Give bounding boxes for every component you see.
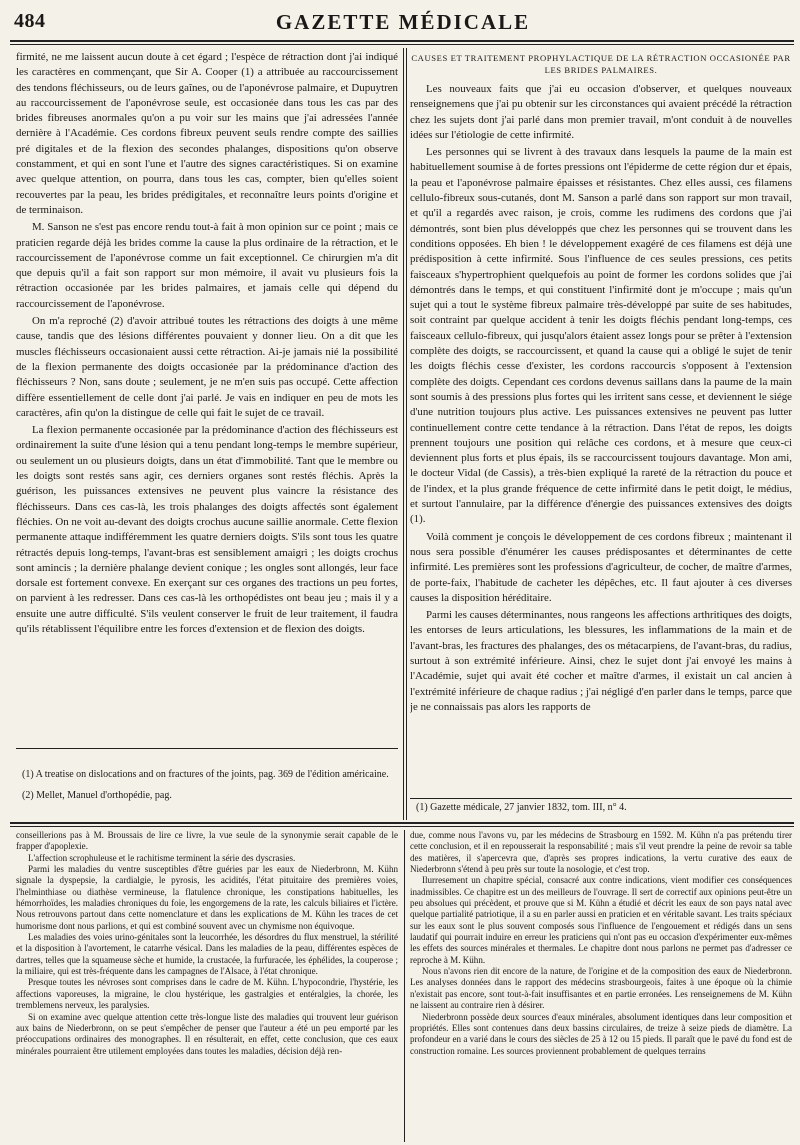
paragraph: Parmi les maladies du ventre susceptibles d'être guéries par les eaux de Niederbronn, M. Kühn signale la dyspepsie, la cardialgie, le pyrosis, les acidités, l'état pituitaire des premières voies, l'helminthiase ou diathèse vermineuse, la flatulence chronique, les constipations habituelles, les hémorrhoïdes, les maladies chroniques du foie, les engorgemens de la rate, les calculs biliaires et l'ictère. Nous retrouvons partout dans cette nomenclature et dans les explications de M. Kühn les traces de cet humorisme dont nous parlions, et qui est combiné souvent avec un chymisme non équivoque. bbox=[16, 864, 398, 931]
column-divider bbox=[404, 830, 405, 1142]
paragraph: conseillerions pas à M. Broussais de lire ce livre, la vue seule de la synonymie serait capable de le frapper d'apoplexie. bbox=[16, 830, 398, 852]
paragraph: Presque toutes les névroses sont comprises dans le cadre de M. Kühn. L'hypocondrie, l'hystérie, les affections vaporeuses, la migraine, le clou hystérique, les gastralgies et entéralgies, la chorée, les tremblemens nerveux, les paralysies. bbox=[16, 977, 398, 1011]
paragraph: Si on examine avec quelque attention cette très-longue liste des maladies qui trouvent leur guérison aux bains de Niederbronn, on se peut s'empêcher de penser que l'auteur a été un peu emporté par les préoccupations ordinaires des monographes. Il en résulterait, en effet, cette conclusion, que ces eaux minérales pourraient être utilement employées dans toutes les maladies, décision déjà ren- bbox=[16, 1011, 398, 1056]
paragraph: due, comme nous l'avons vu, par les médecins de Strasbourg en 1592. M. Kühn n'a pas prétendu tirer cette conclusion, et il en repousserait la responsabilité ; mais s'il veut prendre la peine de revoir sa table des matières, il s'apercevra que, d'après ses propres indications, la vertu curative des eaux de Niederbronn s'étend à peu près sur toute la nosologie, et c'est trop. bbox=[410, 830, 792, 875]
paragraph: Voilà comment je conçois le développement de ces cordons fibreux ; maintenant il nous sera possible d'énumérer les causes prédisposantes et déterminantes de cette infirmité. Les premières sont les professions d'agriculteur, de cocher, de maître d'armes, de porte-faix, l'habitude de cacheter les dépêches, etc. Il faut ajouter à ces diverses causes la disposition héréditaire. bbox=[410, 530, 792, 604]
footnote-rule bbox=[410, 798, 792, 799]
paragraph: Les nouveaux faits que j'ai eu occasion d'observer, et quelques nouveaux renseignemens que j'ai pu obtenir sur les circonstances qui avaient précédé la rétraction chez les sujets dont j'ai parlé dans mon premier travail, m'ont conduit à de nouvelles idées sur l'étiologie de cette infirmité. bbox=[410, 83, 792, 141]
paragraph: Les personnes qui se livrent à des travaux dans lesquels la paume de la main est habituellement soumise à de fortes pressions ont l'épiderme de cette région dur et épais, la peau et l'aponévrose palmaire épaisses et résistantes. Chez elles aussi, ces filamens cellulo-fibreux sous-cutanés, dont M. Sanson a parlé dans son rapport sur mon travail, et qu'il a regardés avec raison, je crois, comme les rudimens des cordons que j'ai démontrés, sont bien plus développés que chez les personnes qui se trouvent dans les conditions opposées. Eh bien ! le développement exagéré de ces filamens est déjà une prédisposition à cette infirmité. Sous l'influence de ces seules pressions, ces petits faisceaux s'hypertrophient quelquefois au point de former les cordons solides que j'ai démontrés dans le temps, et qui constituent l'infirmité dont je m'occupe ; mais qu'un sujet qui a tout le système fibreux palmaire très-développé par suite de ses habitudes, soit contraint par quelque accident à tenir les doigts fléchis pendant long-temps, ces faisceaux cellulo-fibreux, qui jusqu'alors étaient assez longs pour se prêter à l'extension complète des doigts, se raccourcissent, et quand la cause qui a obligé le sujet de tenir les doigts fléchis cesse d'exister, les cordons raccourcis s'opposent à l'extension complète des doigts. Cependant ces cordons devenus saillans dans la paume de la main sont soumis à des pressions plus fortes qui les irritent sans cesse, et deviennent le siége d'une nutrition toujours plus active. Les puissances extensives ne peuvent pas lutter continuellement contre cette tendance à la rétraction. Dans l'état de repos, les doigts prennent toujours une position qui relâche ces cordons, et à mesure que ceux-ci deviennent plus forts et plus épais, ils se raccourcissent toujours davantage. Mon ami, le docteur Vidal (de Cassis), a très-bien expliqué la rareté de la rétraction du pouce et de l'index, et la plus grande fréquence de cette infirmité dans le petit doigt, le médius, et surtout l'annulaire, par la différence d'énergie des puissances extensives des doigts (1). bbox=[410, 146, 792, 526]
paragraph: firmité, ne me laissent aucun doute à cet égard ; l'espèce de rétraction dont j'ai indiqué les caractères en commençant, que Sir A. Cooper (1) a attribuée au raccourcissement des tendons fléchisseurs, ou de leurs gaînes, ou de l'aponévrose palmaire, et Dupuytren au raccourcissement de l'aponévrose seule, est occasionée dans tous les cas par des brides fibreuses anormales qu'on a pu voir sur les mains que j'ai adressées l'année dernière à l'Académie. Ces cordons fibreux peuvent seuls rendre compte des saillies pré digitales et de la flexion des secondes phalanges, dispositions qu'on observe constamment, et qui en sont l'une et l'autre des signes caractéristiques. Si on examine avec quelque attention, on pourra, dans tous les cas, compter, bien qu'elles soient recouvertes par la peau, les brides prédigitales, et reconnaître leurs points d'origine et de terminaison. bbox=[16, 51, 398, 216]
paragraph: L'affection scrophuleuse et le rachitisme terminent la série des dyscrasies. bbox=[28, 852, 296, 863]
bottom-left-column bbox=[16, 830, 398, 1142]
column-divider-thin bbox=[406, 48, 407, 820]
section-heading: CAUSES ET TRAITEMENT PROPHYLACTIQUE DE LA RÉTRACTION OCCASIONÉE PAR LES BRIDES PALMAIRES. bbox=[411, 53, 791, 75]
journal-title: GAZETTE MÉDICALE bbox=[275, 10, 531, 34]
paragraph: On m'a reproché (2) d'avoir attribué toutes les rétractions des doigts à une même cause, tandis que des lésions différentes pouvaient y donner lieu. On a dit que les muscles fléchisseurs occasionaient aussi cette rétraction. Ai-je jamais nié la possibilité de la flexion permanente des doigts occasionée par la prédominance d'action des fléchisseurs ? Non, sans doute ; seulement, je ne m'en suis pas occupé. Cette affection diffère essentiellement de celle dont j'ai parlé. Je vais en indiquer en peu de mots les caractères, afin qu'on la distingue de celle qui fait le sujet de ce travail. bbox=[16, 315, 398, 419]
footnote: (2) Mellet, Manuel d'orthopédie, pag. bbox=[22, 790, 172, 801]
left-column bbox=[16, 50, 398, 730]
paragraph: Parmi les causes déterminantes, nous rangeons les affections arthritiques des doigts, les entorses de leurs articulations, les blessures, les inflammations de la main et de l'avant-bras, les fractures des phalanges, des os métacarpiens, de l'avant-bras, du radius, surtout à son extrémité inférieure. Ainsi, chez le sujet dont j'ai envoyé les mains à l'Académie, sujet qui avait été cocher et maître d'armes, il existait un cal ancien à l'extrémité inférieure de chaque radius ; j'ai négligé d'en parler dans le temps, parce que je ne connaissais pas alors les rapports de bbox=[410, 609, 792, 713]
footnotes-left bbox=[22, 767, 398, 809]
section-rule bbox=[10, 822, 794, 824]
column-divider bbox=[403, 48, 404, 820]
footnote: (1) A treatise on dislocations and on fractures of the joints, pag. 369 de l'édition américaine. bbox=[22, 769, 389, 780]
page-header bbox=[14, 10, 792, 38]
paragraph: Les maladies des voies urino-génitales sont la leucorrhée, les désordres du flux menstruel, la stérilité et la disposition à l'avortement, le catarrhe vésical. Dans les maladies de la peau, différentes espèces de dartres, telles que la squameuse sèche et humide, la crustacée, la furfuracée, les éphélides, la couperose ; la miliaire, qui est très-fréquente dans les campagnes de l'Alsace, à l'état chronique. bbox=[16, 932, 398, 977]
bottom-right-column bbox=[410, 830, 792, 1142]
footnote-right: (1) Gazette médicale, 27 janvier 1832, tom. III, n° 4. bbox=[416, 802, 627, 813]
section-rule-thin bbox=[10, 826, 794, 827]
paragraph: M. Sanson ne s'est pas encore rendu tout-à fait à mon opinion sur ce point ; mais ce praticien regarde déjà les brides comme la cause la plus ordinaire de la rétraction, et le raccourcissement de l'aponévrose comme un fait exceptionnel. Ce chirurgien m'a dit que depuis qu'il a fait son rapport sur mon mémoire, il avait vu plusieurs fois la rétraction occasionée par les brides palmaires, et jamais celle qui dépend du raccourcissement de l'aponévrose. bbox=[16, 221, 398, 310]
paragraph: La flexion permanente occasionée par la prédominance d'action des fléchisseurs est ordinairement la suite d'une lésion qui a tenu pendant long-temps le membre supérieur, ou seulement un ou plusieurs doigts, dans un état d'immobilité. Tant que le membre ou les doigts sont restés sans agir, ces derniers organes sont restés fléchis. Après la guérison, les puissances extensives ne peuvent plus vaincre la résistance des fléchisseurs. Dans ces cas-là, les trois phalanges des doigts affectés sont également fléchies. On ne voit au-devant des doigts crochus aucune saillie anormale. Cette flexion permanente attaque indifféremment les quatre derniers doigts. S'ils sont tous les quatre rétractés depuis long-temps, l'avant-bras est sensiblement amaigri ; les doigts crochus sont amincis ; la dernière phalange devient conique ; les ongles sont allongés, leur face dorsale est fortement convexe. En exerçant sur ces organes des tractions un peu fortes, on parvient à les redresser. Dans ces cas-là les orthopédistes ont beau jeu ; mais il y a ensuite une autre difficulté. S'ils veulent conserver le fruit de leur traitement, il faudra qu'ils rétablissent l'équilibre entre les forces d'extension et de flexion des doigts. bbox=[16, 424, 398, 635]
paragraph: Ilurresement un chapitre spécial, consacré aux contre indications, vient modifier ces conséquences inadmissibles. Ce chapitre est un des meilleurs de l'ouvrage. Il sert de correctif aux opinions peut-être un peu absolues qui précèdent, et prouve que si M. Kühn a étudié et décrit les eaux de son pays natal avec quelque partialité patriotique, il a su en parler aussi en praticien et en véritable savant. Les traits spéciaux sur les eaux sont le plus souvent composés sous l'influence de l'engouement et rédigés dans un sens laudatif qui pourrait induire en erreur les praticiens qui n'ont pas eu occasion d'expérimenter eux-mêmes les effets des sources minérales et thermales. Le chapitre dont nous parlons ne permet pas d'adresser ce reproche à M. Kühn. bbox=[410, 875, 792, 965]
paragraph: Nous n'avons rien dit encore de la nature, de l'origine et de la composition des eaux de Niederbronn. Les analyses données dans le rapport des médecins strasbourgeois, faites à une époque où la chimie n'existait pas encore, sont tout-à-fait insuffisantes et en partie erronées. Les renseignemens de M. Kühn ne laissent au contraire rien à désirer. bbox=[410, 966, 792, 1011]
page-number: 484 bbox=[14, 10, 46, 32]
header-rule-thin bbox=[10, 44, 794, 45]
paragraph: Niederbronn possède deux sources d'eaux minérales, absolument identiques dans leur composition et propriétés. Elles sont contenues dans deux bassins circulaires, de treize à seize pieds de diamètre. La profondeur en a varié dans le cours des siècles de 25 à 12 ou 15 pieds. Il paraît que le pavé du fond est de construction romaine. Les sources proviennent probablement de quelques terrains bbox=[410, 1011, 792, 1056]
right-column bbox=[410, 50, 792, 795]
footnote-rule bbox=[16, 748, 398, 749]
header-rule bbox=[10, 40, 794, 42]
